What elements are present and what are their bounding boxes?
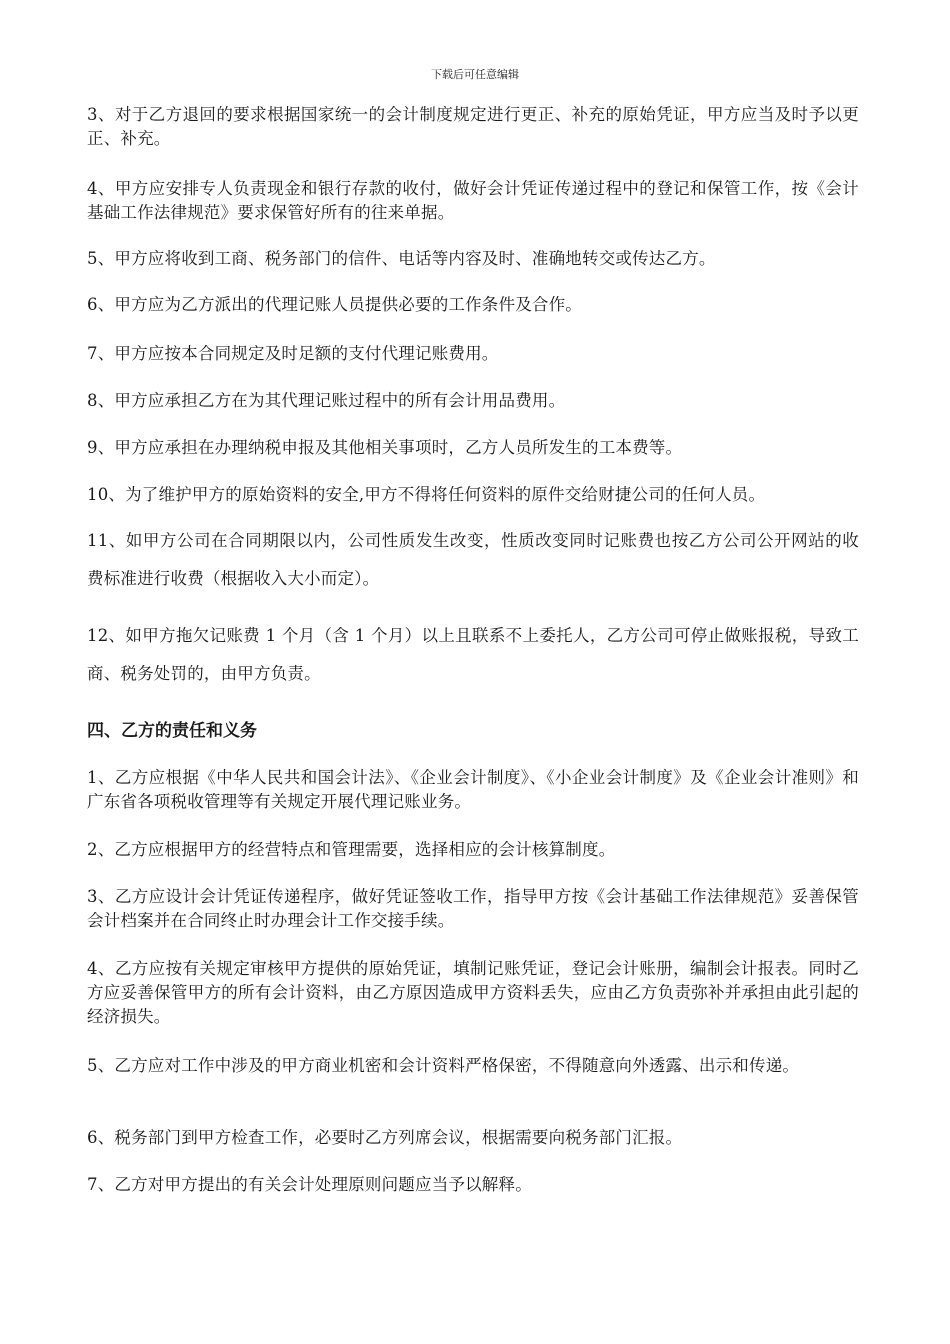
clause-10: 10、为了维护甲方的原始资料的安全,甲方不得将任何资料的原件交给财捷公司的任何人员。 — [87, 485, 766, 504]
duty-4: 4、乙方应按有关规定审核甲方提供的原始凭证，填制记账凭证，登记会计账册，编制会计报表。同时乙方应妥善保管甲方的所有会计资料，由乙方原因造成甲方资料丢失，应由乙方负责弥补并承担由此引起的经济损失。 — [87, 959, 859, 1026]
clause-4: 4、甲方应安排专人负责现金和银行存款的收付，做好会计凭证传递过程中的登记和保管工作，按《会计基础工作法律规范》要求保管好所有的往来单据。 — [87, 179, 859, 222]
duty-2: 2、乙方应根据甲方的经营特点和管理需要，选择相应的会计核算制度。 — [87, 840, 616, 859]
clause-5: 5、甲方应将收到工商、税务部门的信件、电话等内容及时、准确地转交或传达乙方。 — [87, 249, 716, 268]
duty-1: 1、乙方应根据《中华人民共和国会计法》、《企业会计制度》、《小企业会计制度》及《企业会计准则》和广东省各项税收管理等有关规定开展代理记账业务。 — [87, 768, 859, 811]
clause-11: 11、如甲方公司在合同期限以内，公司性质发生改变，性质改变同时记账费也按乙方公司公开网站的收费标准进行收费（根据收入大小而定）。 — [87, 531, 859, 588]
clause-3: 3、对于乙方退回的要求根据国家统一的会计制度规定进行更正、补充的原始凭证，甲方应当及时予以更正、补充。 — [87, 105, 859, 148]
clause-9: 9、甲方应承担在办理纳税申报及其他相关事项时，乙方人员所发生的工本费等。 — [87, 438, 683, 457]
clause-8: 8、甲方应承担乙方在为其代理记账过程中的所有会计用品费用。 — [87, 391, 566, 410]
duty-6: 6、税务部门到甲方检查工作，必要时乙方列席会议，根据需要向税务部门汇报。 — [87, 1128, 683, 1147]
duty-7: 7、乙方对甲方提出的有关会计处理原则问题应当予以解释。 — [87, 1175, 532, 1194]
duty-5: 5、乙方应对工作中涉及的甲方商业机密和会计资料严格保密，不得随意向外透露、出示和传递。 — [87, 1056, 800, 1075]
clause-12: 12、如甲方拖欠记账费 1 个月（含 1 个月）以上且联系不上委托人，乙方公司可停止做账报税，导致工商、税务处罚的，由甲方负责。 — [87, 626, 859, 683]
clause-7: 7、甲方应按本合同规定及时足额的支付代理记账费用。 — [87, 344, 499, 363]
duty-3: 3、乙方应设计会计凭证传递程序，做好凭证签收工作，指导甲方按《会计基础工作法律规范》妥善保管会计档案并在合同终止时办理会计工作交接手续。 — [87, 887, 859, 930]
section-heading: 四、乙方的责任和义务 — [87, 721, 257, 741]
page-header: 下载后可任意编辑 — [431, 68, 519, 81]
clause-6: 6、甲方应为乙方派出的代理记账人员提供必要的工作条件及合作。 — [87, 295, 582, 314]
